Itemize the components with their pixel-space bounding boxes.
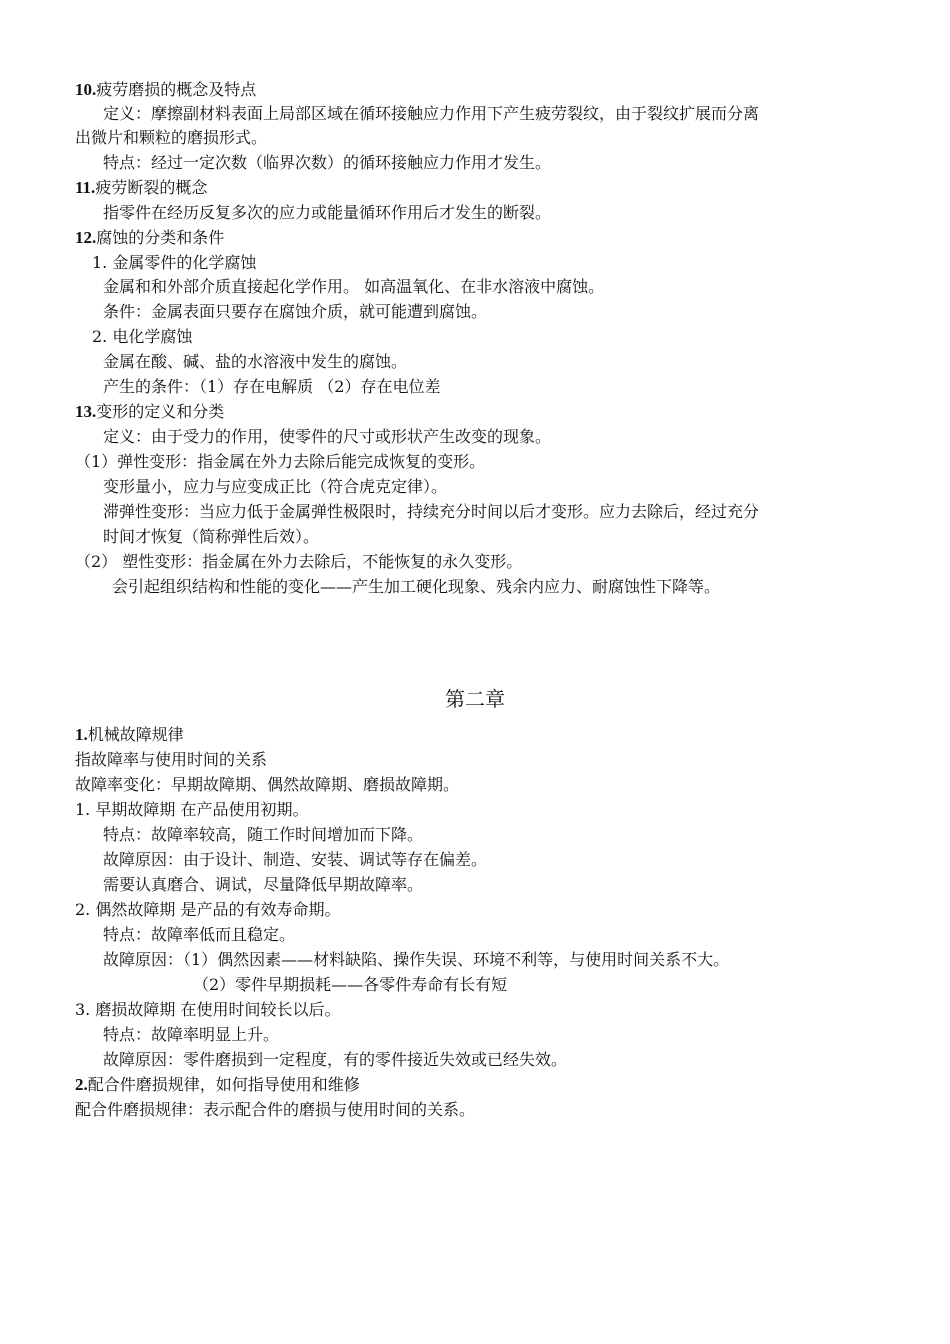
paragraph-line: 故障率变化：早期故障期、偶然故障期、磨损故障期。	[75, 775, 460, 794]
item-number: 12.	[75, 228, 97, 247]
item-heading-text: 配合件磨损规律，如何指导使用和维修	[87, 1075, 360, 1094]
item-number: 1.	[75, 725, 88, 744]
paragraph-line: 时间才恢复（简称弹性后效）。	[103, 527, 320, 546]
paragraph-line: （2）零件早期损耗——各零件寿命有长有短	[193, 975, 508, 994]
paragraph-line: 产生的条件：（1）存在电解质 （2）存在电位差	[103, 377, 441, 396]
item-heading-text: 疲劳磨损的概念及特点	[96, 80, 257, 99]
item-13-heading	[75, 402, 224, 422]
paragraph-line: 定义：摩擦副材料表面上局部区域在循环接触应力作用下产生疲劳裂纹，由于裂纹扩展而分离	[103, 104, 760, 123]
paragraph-line: （1）弹性变形：指金属在外力去除后能完成恢复的变形。	[75, 452, 486, 471]
paragraph-line: （2） 塑性变形：指金属在外力去除后，不能恢复的永久变形。	[75, 552, 523, 571]
paragraph-line: 故障原因：零件磨损到一定程度，有的零件接近失效或已经失效。	[103, 1050, 568, 1069]
paragraph-line: 特点：经过一定次数（临界次数）的循环接触应力作用才发生。	[103, 153, 552, 172]
paragraph-line: 特点：故障率低而且稳定。	[103, 925, 296, 944]
paragraph-line: 指故障率与使用时间的关系	[75, 750, 268, 769]
item-heading-text: 机械故障规律	[87, 725, 184, 744]
paragraph-line: 出微片和颗粒的磨损形式。	[75, 128, 268, 147]
paragraph-line: 金属和和外部介质直接起化学作用。 如高温氧化、在非水溶液中腐蚀。	[103, 277, 605, 296]
paragraph-line: 故障原因：（1）偶然因素——材料缺陷、操作失误、环境不利等，与使用时间关系不大。	[103, 950, 730, 969]
paragraph-line: 需要认真磨合、调试，尽量降低早期故障率。	[103, 875, 424, 894]
chapter-title: 第二章	[445, 687, 505, 711]
item-10-heading	[75, 80, 256, 100]
paragraph-line: 配合件磨损规律：表示配合件的磨损与使用时间的关系。	[75, 1100, 476, 1119]
paragraph-line: 会引起组织结构和性能的变化——产生加工硬化现象、残余内应力、耐腐蚀性下降等。	[112, 577, 721, 596]
item-11-heading	[75, 178, 207, 198]
paragraph-line: 条件：金属表面只要存在腐蚀介质，就可能遭到腐蚀。	[103, 302, 488, 321]
item-1-heading	[75, 725, 184, 745]
paragraph-line: 定义：由于受力的作用，使零件的尺寸或形状产生改变的现象。	[103, 427, 552, 446]
subheading: 1. 金属零件的化学腐蚀	[92, 253, 257, 272]
paragraph-line: 特点：故障率明显上升。	[103, 1025, 280, 1044]
paragraph-line: 特点：故障率较高，随工作时间增加而下降。	[103, 825, 424, 844]
subheading: 1. 早期故障期 在产品使用初期。	[75, 800, 309, 819]
item-heading-text: 疲劳断裂的概念	[95, 178, 208, 197]
paragraph-line: 金属在酸、碱、盐的水溶液中发生的腐蚀。	[103, 352, 408, 371]
item-number: 11.	[75, 178, 96, 197]
item-heading-text: 变形的定义和分类	[96, 402, 225, 421]
item-2-heading	[75, 1075, 360, 1095]
item-number: 2.	[75, 1075, 88, 1094]
paragraph-line: 指零件在经历反复多次的应力或能量循环作用后才发生的断裂。	[103, 203, 552, 222]
item-12-heading	[75, 228, 224, 248]
subheading: 3. 磨损故障期 在使用时间较长以后。	[75, 1000, 341, 1019]
paragraph-line: 滞弹性变形：当应力低于金属弹性极限时，持续充分时间以后才变形。应力去除后，经过充分	[103, 502, 760, 521]
subheading: 2. 偶然故障期 是产品的有效寿命期。	[75, 900, 341, 919]
item-heading-text: 腐蚀的分类和条件	[96, 228, 225, 247]
item-number: 13.	[75, 402, 97, 421]
paragraph-line: 变形量小，应力与应变成正比（符合虎克定律）。	[103, 477, 448, 496]
paragraph-line: 故障原因：由于设计、制造、安装、调试等存在偏差。	[103, 850, 488, 869]
subheading: 2. 电化学腐蚀	[92, 327, 193, 346]
item-number: 10.	[75, 80, 97, 99]
